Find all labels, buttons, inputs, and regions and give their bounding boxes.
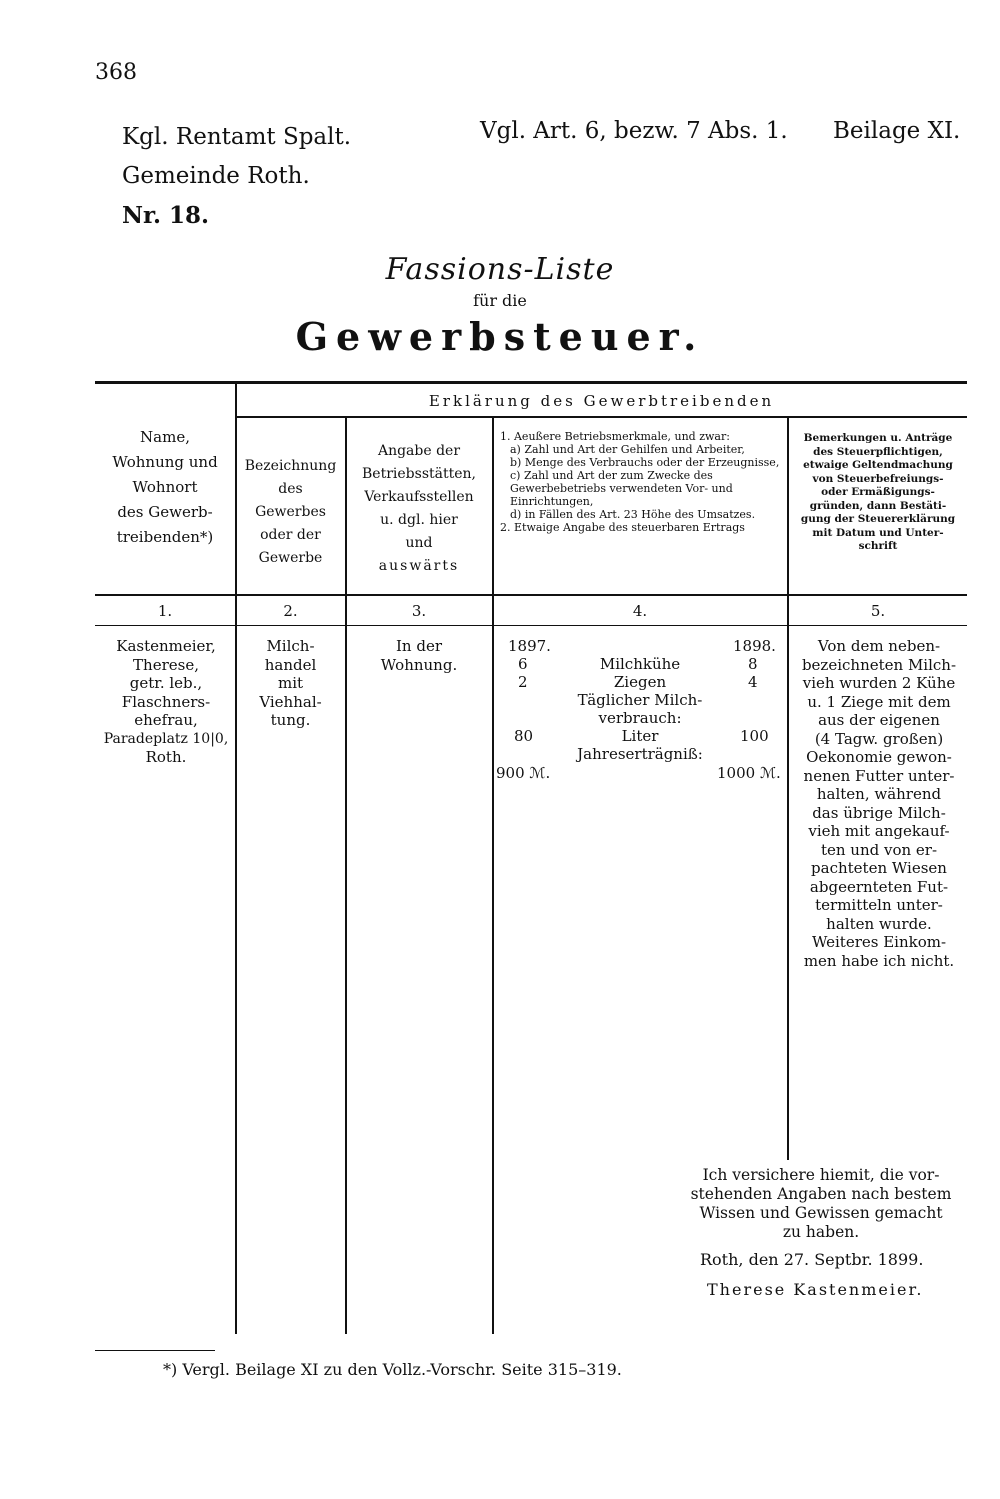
- col-number-3: 3.: [411, 602, 427, 620]
- footnote-rule: [95, 1350, 215, 1351]
- col4-year-1897: 1897.: [508, 637, 551, 655]
- col5-body-line: Oekonomie gewon-: [806, 748, 952, 766]
- colnum-rule: [95, 625, 967, 626]
- declaration-line: Ich versichere hiemit, die vor-: [702, 1166, 940, 1184]
- col2-header-line: Bezeichnung: [244, 458, 337, 474]
- col2-header-line: Gewerbe: [258, 550, 323, 566]
- office-name: Kgl. Rentamt Spalt.: [122, 124, 352, 150]
- col4-row-left: 900 ℳ.: [496, 764, 551, 782]
- col4-row-left: 6: [518, 655, 528, 673]
- col5-body-line: aus der eigenen: [818, 711, 940, 729]
- col-number-1: 1.: [157, 602, 173, 620]
- col3-header-line: u. dgl. hier: [380, 512, 458, 528]
- col3-body-line: In der: [395, 637, 442, 655]
- col5-body-line: ten und von er-: [820, 840, 938, 859]
- col4-row-label: Milchkühe: [599, 655, 681, 673]
- col3-body-line: Wohnung.: [380, 655, 458, 674]
- table-top-rule: [95, 381, 967, 384]
- col4-header-line: d) in Fällen des Art. 23 Höhe des Umsatzes.: [510, 508, 756, 521]
- col4-row-right: 4: [748, 673, 758, 691]
- signature: Therese Kastenmeier.: [707, 1280, 924, 1299]
- footnote: *) Vergl. Beilage XI zu den Vollz.-Vorschr. Seite 315–319.: [163, 1360, 622, 1379]
- declaration: [676, 1166, 966, 1242]
- col2-body-line: Viehhal-: [259, 692, 322, 711]
- col4-header-line: c) Zahl und Art der zum Zwecke des Gewerbebetriebs verwendeten Vor- und Einrichtungen,: [510, 469, 733, 508]
- municipality-name: Gemeinde Roth.: [122, 163, 310, 189]
- group-header: Erklärung des Gewerbtreibenden: [428, 392, 775, 410]
- supplement-label: Beilage XI.: [833, 118, 961, 144]
- col1-header: [95, 425, 235, 550]
- declaration-line: stehenden Angaben nach bestem: [690, 1185, 952, 1203]
- col5-body-line: halten wurde.: [826, 914, 932, 933]
- col1-header-line: des Gewerb-: [117, 503, 213, 521]
- col5-header-line: Bemerkungen u. Anträge: [803, 432, 953, 444]
- col5-header-line: von Steuerbefreiungs-: [812, 472, 944, 485]
- col4-year-1898: 1898.: [733, 637, 776, 655]
- col5-header-line: mit Datum und Unter-: [812, 526, 944, 539]
- col2-body-line: Milch-: [266, 637, 315, 655]
- col5-body-line: Weiteres Einkom-: [811, 933, 947, 951]
- col5-body-line: vieh wurden 2 Kühe: [802, 674, 956, 692]
- col5-header-line: schrift: [858, 540, 898, 552]
- col2-header-line: oder der: [260, 527, 321, 543]
- col1-body-line: ehefrau,: [134, 711, 198, 729]
- col1-body-line: Paradeplatz 10|0,: [103, 730, 229, 747]
- col2-header-line: des: [278, 481, 303, 497]
- col1-header-line: Wohnung und: [112, 453, 218, 471]
- col3-header-line: und: [405, 535, 433, 551]
- col5-header-line: etwaige Geltendmachung: [803, 459, 953, 471]
- col2-body-line: mit: [277, 674, 304, 692]
- col1-body-line: Flaschners-: [121, 692, 211, 711]
- legal-reference: Vgl. Art. 6, bezw. 7 Abs. 1.: [480, 118, 788, 144]
- col4-row-label: Ziegen: [613, 673, 667, 691]
- col3-header-line: Angabe der: [377, 443, 461, 459]
- col2-body: [236, 637, 345, 730]
- col1-body-line: Therese,: [133, 655, 199, 674]
- col5-body-line: das übrige Milch-: [812, 803, 946, 822]
- col1-body: [95, 637, 237, 767]
- form-title: Fassions-Liste: [385, 252, 615, 287]
- col-number-2: 2.: [283, 602, 298, 620]
- col5-body-line: termitteln unter-: [815, 896, 943, 914]
- col4-row-label: Liter: [621, 727, 659, 745]
- col5-body-line: bezeichneten Milch-: [801, 655, 957, 674]
- col4-row-right: 1000 ℳ.: [717, 764, 781, 782]
- col5-body-line: u. 1 Ziege mit dem: [807, 692, 951, 711]
- col1-body-line: getr. leb.,: [129, 674, 203, 692]
- col4-header-line: b) Menge des Verbrauchs oder der Erzeugnisse,: [510, 456, 780, 469]
- col-number-5: 5.: [870, 602, 886, 620]
- form-main-title: Gewerbsteuer.: [295, 314, 705, 359]
- col2-body-line: handel: [264, 655, 317, 674]
- col2-body-line: tung.: [270, 711, 311, 729]
- header-left: [122, 118, 351, 235]
- col5-header-line: gung der Steuererklärung: [800, 513, 956, 525]
- col1-header-line: Wohnort: [132, 478, 198, 496]
- form-subtitle: für die: [473, 291, 527, 310]
- col5-body-line: (4 Tagw. großen): [814, 729, 944, 748]
- col1-body-line: Roth.: [145, 748, 187, 766]
- col4-row-right: 100: [740, 727, 769, 745]
- col5-header: [789, 432, 967, 554]
- col2-header: [236, 455, 345, 570]
- col4-header-line: 2. Etwaige Angabe des steuerbaren Ertrags: [500, 521, 745, 534]
- col4-header-line: 1. Aeußere Betriebsmerkmale, und zwar:: [500, 430, 730, 443]
- list-number: Nr. 18.: [122, 202, 210, 229]
- declaration-line: Wissen und Gewissen gemacht: [699, 1204, 943, 1222]
- col4-row-label: Jahreserträgniß:: [577, 745, 703, 763]
- col-number-4: 4.: [632, 602, 648, 620]
- col5-body-line: pachteten Wiesen: [811, 859, 947, 877]
- col5-body-line: abgeernteten Fut-: [809, 877, 949, 896]
- col5-header-line: oder Ermäßigungs-: [821, 486, 935, 498]
- col4-header-line: a) Zahl und Art der Gehilfen und Arbeiter,: [510, 443, 745, 456]
- col3-header-line: Betriebsstätten,: [362, 466, 476, 482]
- col3-header-line: auswärts: [378, 558, 460, 574]
- date-line: Roth, den 27. Septbr. 1899.: [700, 1250, 924, 1269]
- col4-row-label: Täglicher Milch-: [577, 691, 703, 709]
- col-divider-3: [492, 418, 494, 1334]
- col5-body-line: vieh mit angekauf-: [808, 822, 950, 840]
- col3-header-line: Verkaufsstellen: [364, 489, 474, 505]
- col4-row-right: 8: [748, 655, 758, 673]
- col3-body: [346, 637, 492, 674]
- col2-header-line: Gewerbes: [255, 504, 326, 520]
- col1-body-line: Kastenmeier,: [116, 637, 216, 655]
- col4-row-left: 80: [514, 727, 534, 745]
- col5-body: [790, 637, 968, 970]
- page-number: 368: [95, 60, 137, 85]
- header-bottom-rule: [95, 594, 967, 596]
- col1-header-line: Name,: [140, 428, 190, 446]
- col5-header-line: gründen, dann Bestäti-: [809, 499, 947, 512]
- col5-body-line: Von dem neben-: [817, 637, 941, 655]
- col3-header: [346, 440, 492, 578]
- col4-row-label: verbrauch:: [598, 709, 682, 727]
- col5-body-line: nenen Futter unter-: [803, 766, 955, 785]
- col4-header: [500, 430, 784, 534]
- col5-header-line: des Steuerpflichtigen,: [813, 445, 943, 458]
- col1-header-line: treibenden*): [116, 528, 214, 546]
- col5-body-line: men habe ich nicht.: [803, 951, 955, 970]
- declaration-line: zu haben.: [782, 1223, 860, 1241]
- col4-row-left: 2: [518, 673, 528, 691]
- col5-body-line: halten, während: [816, 785, 942, 803]
